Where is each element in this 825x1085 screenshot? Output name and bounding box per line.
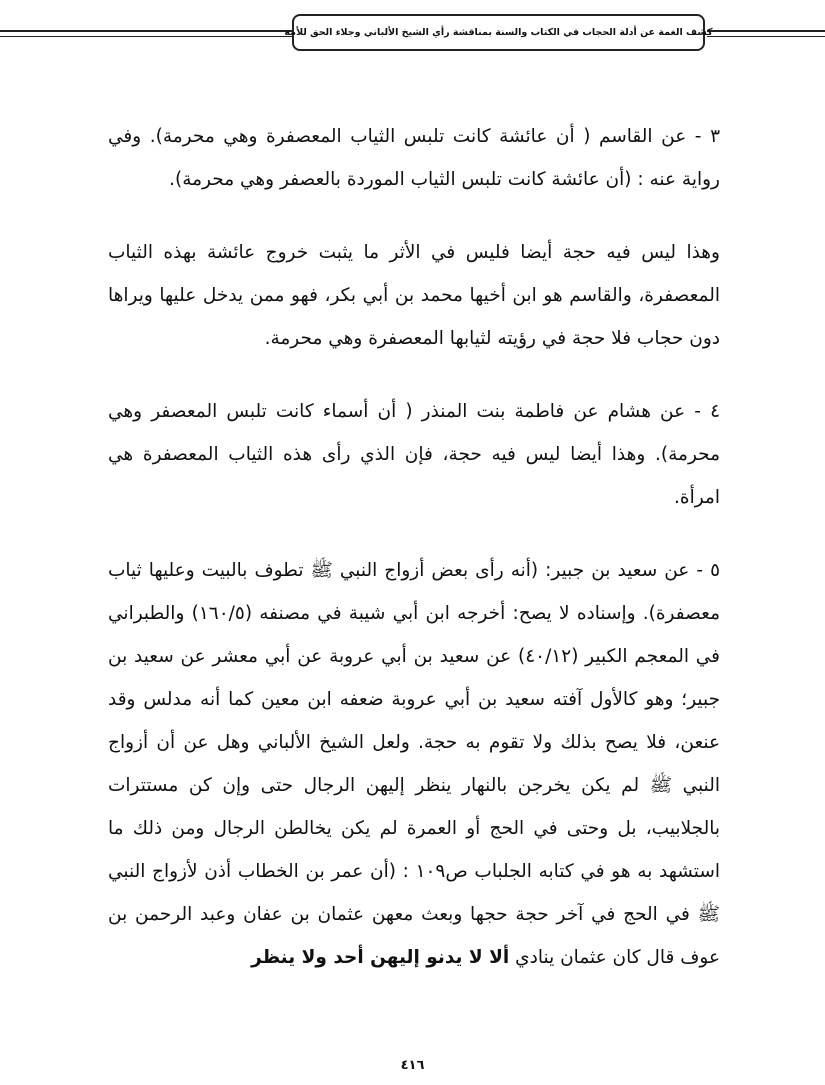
running-header-title: كشف الغمة عن أدلة الحجاب في الكتاب والسنة بمناقشة رأي الشيخ الألباني وجلاء الحق للأمة — [284, 27, 713, 38]
page-body — [108, 115, 720, 979]
paragraph-narration-4: ٤ - عن هشام عن فاطمة بنت المنذر ( أن أسماء كانت تلبس المعصفر وهي محرمة). وهذا أيضا ليس فيه حجة، فإن الذي رأى هذه الثياب المعصفرة هي امرأة. — [108, 401, 720, 508]
paragraph-narration-5-text: ٥ - عن سعيد بن جبير: (أنه رأى بعض أزواج النبي ﷺ تطوف بالبيت وعليها ثياب معصفرة). وإسناده لا يصح: أخرجه ابن أبي شيبة في مصنفه (١٦٠/٥) والطبراني في المعجم الكبير (٤٠/١٢) عن سعيد بن أبي عروبة عن أبي معشر عن سعيد بن جبير؛ وهو كالأول آفته سعيد بن أبي عروبة ضعفه ابن معين كما أنه مدلس وقد عنعن، فلا يصح بذلك ولا تقوم به حجة. ولعل الشيخ الألباني وهل عن أن أزواج النبي ﷺ لم يكن يخرجن بالنهار ينظر إليهن الرجال حتى وإن كن مستترات بالجلابيب، بل وحتى في الحج أو العمرة لم يكن يخالطن الرجال ومن ذلك ما استشهد به هو في كتابه الجلباب ص١٠٩ : (أن عمر بن الخطاب أذن لأزواج النبي ﷺ في الحج في آخر حجة حجها وبعث معهن عثمان بن عفان وعبد الرحمن بن عوف قال كان عثمان ينادي — [108, 560, 721, 968]
header-rule-right — [707, 30, 825, 37]
paragraph-commentary-3: وهذا ليس فيه حجة أيضا فليس في الأثر ما يثبت خروج عائشة بهذه الثياب المعصفرة، والقاسم هو ابن أخيها محمد بن أبي بكر، فهو ممن يدخل عليها ويراها دون حجاب فلا حجة في رؤيته لثيابها المعصفرة وهي محرمة. — [108, 242, 720, 349]
running-header — [284, 14, 713, 51]
paragraph-narration-3: ٣ - عن القاسم ( أن عائشة كانت تلبس الثياب المعصفرة وهي محرمة). وفي رواية عنه : (أن عائشة كانت تلبس الثياب الموردة بالعصفر وهي محرمة). — [108, 126, 720, 190]
paragraph-narration-5 — [108, 549, 720, 979]
page-number: ٤١٦ — [400, 1058, 425, 1073]
header-rule-left — [0, 30, 292, 37]
paragraph-narration-5-bold: ألا لا يدنو إليهن أحد ولا ينظر — [251, 947, 510, 968]
